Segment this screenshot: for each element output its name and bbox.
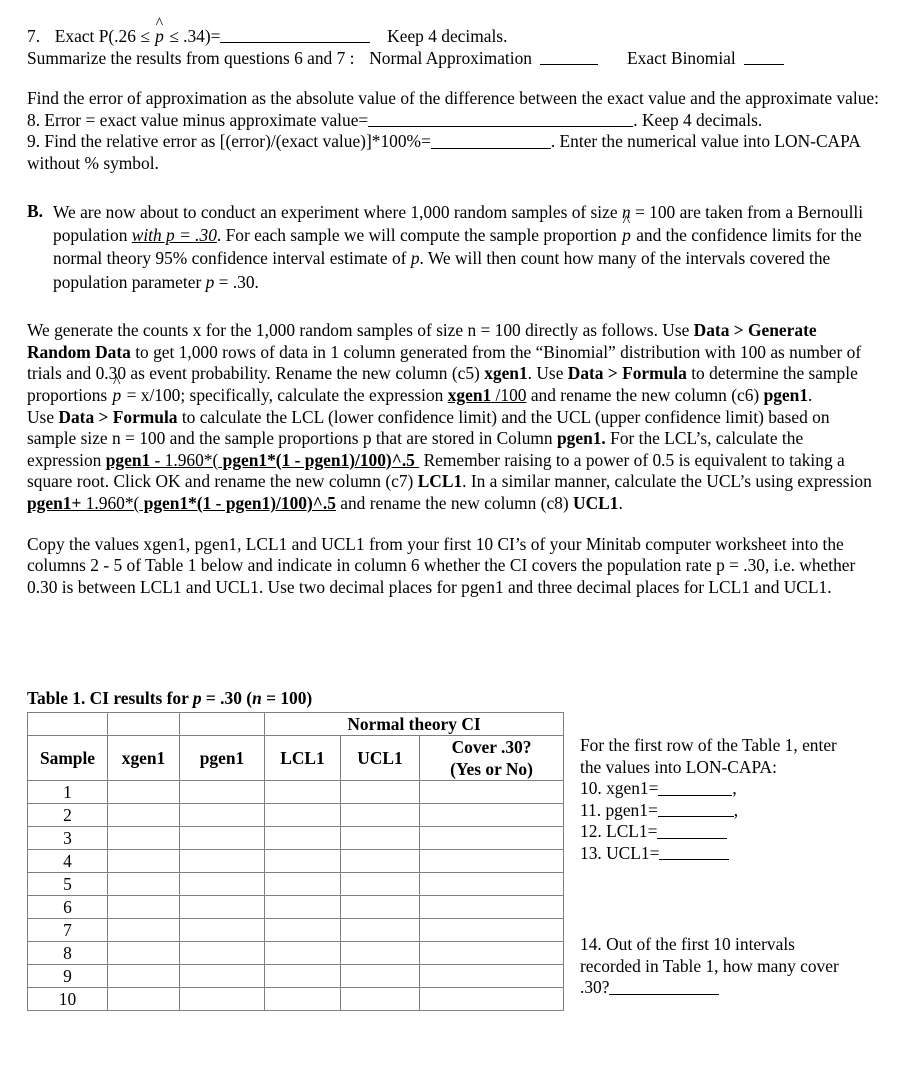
lcl-expression-part1: pgen1: [105, 449, 151, 470]
pgen1-entry-blank[interactable]: [658, 800, 734, 817]
cell-pgen1[interactable]: [180, 804, 265, 827]
row-index: 6: [28, 896, 108, 919]
minitab1-text-g: .: [808, 384, 813, 405]
section-b-text-3: . For each sample we will compute the sample proportion: [216, 224, 622, 245]
cell-pgen1[interactable]: [180, 896, 265, 919]
question-8-text-before: Error = exact value minus approximate value=: [44, 109, 369, 130]
section-b-text-1: We are now about to conduct an experiment where 1,000 random samples of size: [53, 201, 622, 222]
summarize-lead: Summarize the results from questions 6 and 7 :: [27, 47, 355, 68]
cell-ucl1[interactable]: [341, 942, 420, 965]
row-index: 9: [28, 965, 108, 988]
p-hat-symbol: ^ p: [112, 385, 123, 407]
minitab1-text-e: = x/100; specifically, calculate the expression: [122, 384, 448, 405]
error-approximation-intro: Find the error of approximation as the absolute value of the difference between the exact value and the approximate value:: [27, 88, 879, 109]
minitab1-expression-bold: xgen1: [447, 384, 492, 405]
cell-xgen1[interactable]: [108, 988, 180, 1011]
table-row: [28, 965, 564, 988]
column-header-ucl1: UCL1: [341, 736, 420, 781]
minitab1-menu-generate-random-data: Data > Generate Random Data: [27, 320, 817, 362]
cell-lcl1[interactable]: [265, 942, 341, 965]
cell-cover[interactable]: [420, 873, 564, 896]
table-caption-b: = .30 (: [201, 688, 253, 708]
cell-lcl1[interactable]: [265, 896, 341, 919]
section-b-body: [53, 201, 879, 295]
lcl1-entry-blank[interactable]: [657, 822, 727, 839]
question-7-text-before: Exact P(.26 ≤: [54, 26, 150, 46]
cell-cover[interactable]: [420, 919, 564, 942]
cell-lcl1[interactable]: [265, 850, 341, 873]
ucl-expression-part2: 1.960*(: [81, 492, 140, 513]
table-caption-c: = 100): [261, 688, 313, 708]
note-item-11: [580, 800, 900, 822]
ci-results-table-container: [27, 712, 563, 1011]
p-hat-symbol: ^ p: [621, 224, 632, 247]
header-normal-theory-ci: Normal theory CI: [265, 713, 564, 736]
cell-ucl1[interactable]: [341, 965, 420, 988]
summarize-line: [27, 48, 879, 70]
minitab2-text-f: and rename the new column (c8): [335, 492, 574, 513]
cell-ucl1[interactable]: [341, 781, 420, 804]
note-item-10: [580, 778, 900, 800]
notes-intro-line-2: the values into LON-CAPA:: [580, 756, 777, 777]
question-9: [27, 131, 879, 174]
cell-pgen1[interactable]: [180, 850, 265, 873]
section-b-text-6: = .30.: [214, 271, 259, 292]
cell-cover[interactable]: [420, 781, 564, 804]
cell-ucl1[interactable]: [341, 988, 420, 1011]
note-item-13: [580, 843, 900, 865]
cell-xgen1[interactable]: [108, 942, 180, 965]
column-header-pgen1: pgen1: [180, 736, 265, 781]
minitab2-text-c: For the LCL’s, calculate the expression: [27, 428, 804, 470]
summarize-normal-label: Normal Approximation: [369, 47, 532, 68]
question-14-prompt: .30?: [580, 977, 610, 998]
section-b-marker: B.: [27, 200, 43, 221]
question-7-text-mid: ≤ .34)=: [169, 26, 221, 46]
section-b: [27, 201, 879, 295]
cell-cover[interactable]: [420, 827, 564, 850]
cell-pgen1[interactable]: [180, 919, 265, 942]
minitab1-text-f: and rename the new column (c6): [526, 384, 764, 405]
table-row: [28, 942, 564, 965]
cell-cover[interactable]: [420, 942, 564, 965]
question-8-text-after: . Keep 4 decimals.: [633, 109, 763, 130]
question-9-answer-blank[interactable]: [431, 132, 551, 149]
table-column-header-row: [28, 736, 564, 781]
cell-cover[interactable]: [420, 988, 564, 1011]
minitab1-column-xgen1: xgen1: [484, 363, 528, 384]
minitab1-text-a: We generate the counts x for the 1,000 random samples of size n = 100 directly as follows. Use: [27, 320, 694, 341]
cell-cover[interactable]: [420, 965, 564, 988]
table-row: [28, 873, 564, 896]
cell-ucl1[interactable]: [341, 804, 420, 827]
copy-values-instructions: Copy the values xgen1, pgen1, LCL1 and UCL1 from your first 10 CI’s of your Minitab computer worksheet into the columns 2 - 5 of Table 1 below and indicate in column 6 whether the CI covers the population rate p = .30, i.e. whether 0.30 is between LCL1 and UCL1. Use two decimal places for pgen1 and three decimal places for LCL1 and UCL1.: [27, 533, 856, 597]
lon-capa-entry-notes: [580, 735, 900, 865]
minitab1-expression-plain: /100: [491, 384, 527, 405]
table-caption-p: p: [192, 688, 202, 708]
table-group-header-row: [28, 713, 564, 736]
cell-pgen1[interactable]: [180, 942, 265, 965]
row-index: 2: [28, 804, 108, 827]
cell-pgen1[interactable]: [180, 965, 265, 988]
question-14-block: [580, 934, 900, 999]
ucl1-entry-blank[interactable]: [659, 843, 729, 860]
cell-xgen1[interactable]: [108, 873, 180, 896]
note-item-12: [580, 821, 900, 843]
cell-xgen1[interactable]: [108, 827, 180, 850]
section-b-underlined-p: with p = .30: [131, 224, 217, 245]
cell-pgen1[interactable]: [180, 781, 265, 804]
ci-results-table: [27, 712, 564, 1011]
cell-ucl1[interactable]: [341, 873, 420, 896]
ucl-expression-part3: pgen1*(1 - pgen1)/100)^.5: [139, 492, 336, 513]
cell-lcl1[interactable]: [265, 804, 341, 827]
cell-xgen1[interactable]: [108, 919, 180, 942]
minitab-instructions-2: [27, 407, 879, 515]
minitab2-column-lcl1: LCL1: [417, 471, 463, 492]
question-9-text-before: Find the relative error as [(error)/(exact value)]*100%=: [44, 131, 431, 152]
column-header-cover-line1: Cover .30?: [451, 737, 532, 757]
minitab2-menu-data-formula: Data > Formula: [58, 406, 178, 427]
cell-xgen1[interactable]: [108, 965, 180, 988]
table-row: [28, 781, 564, 804]
section-b-text-4: and the confidence limits for the normal theory 95% confidence interval estimate of: [53, 224, 862, 269]
cell-pgen1[interactable]: [180, 827, 265, 850]
cell-lcl1[interactable]: [265, 965, 341, 988]
lcl-expression-part2: - 1.960*(: [150, 449, 219, 470]
notes-intro-line-1: For the first row of the Table 1, enter: [580, 735, 837, 755]
table-row: [28, 988, 564, 1011]
column-header-lcl1: LCL1: [265, 736, 341, 781]
header-blank-1: [28, 713, 108, 736]
cell-cover[interactable]: [420, 850, 564, 873]
cell-lcl1[interactable]: [265, 827, 341, 850]
cell-lcl1[interactable]: [265, 781, 341, 804]
minitab2-column-pgen1: pgen1.: [556, 428, 606, 449]
exact-binomial-blank[interactable]: [744, 48, 784, 65]
minitab1-column-pgen1: pgen1: [763, 384, 809, 405]
question-14-line-3: [580, 977, 900, 999]
note-item-13-label: 13. UCL1=: [580, 842, 660, 863]
column-header-cover-line2: (Yes or No): [450, 759, 533, 779]
p-hat-symbol: ^ p: [154, 26, 165, 48]
minitab2-text-a: Use: [27, 406, 59, 427]
row-index: 3: [28, 827, 108, 850]
table-row: [28, 919, 564, 942]
minitab2-text-g: .: [618, 492, 623, 513]
row-index: 7: [28, 919, 108, 942]
cell-ucl1[interactable]: [341, 896, 420, 919]
question-14-line-1: 14. Out of the first 10 intervals: [580, 934, 795, 954]
table-caption: [27, 688, 312, 710]
cell-xgen1[interactable]: [108, 781, 180, 804]
table-caption-n: n: [252, 688, 262, 708]
column-header-cover: [420, 736, 564, 781]
question-8-answer-blank[interactable]: [368, 110, 633, 127]
cell-xgen1[interactable]: [108, 850, 180, 873]
table-row: [28, 804, 564, 827]
section-b-p-symbol-2: p: [205, 271, 215, 292]
section-b-text-2: = 100 are taken from a Bernoulli population: [53, 201, 864, 245]
question-9-number: 9.: [27, 131, 41, 152]
minitab2-column-ucl1: UCL1: [573, 492, 619, 513]
cell-cover[interactable]: [420, 804, 564, 827]
question-14-answer-blank[interactable]: [609, 978, 719, 995]
cell-pgen1[interactable]: [180, 873, 265, 896]
cell-ucl1[interactable]: [341, 919, 420, 942]
cell-cover[interactable]: [420, 896, 564, 919]
note-item-11-label: 11. pgen1=: [580, 799, 658, 820]
column-header-xgen1: xgen1: [108, 736, 180, 781]
question-9-text-after: . Enter the numerical value into LON-CAPA without % symbol.: [27, 131, 860, 173]
row-index: 4: [28, 850, 108, 873]
cell-lcl1[interactable]: [265, 919, 341, 942]
cell-lcl1[interactable]: [265, 873, 341, 896]
table-row: [28, 896, 564, 919]
ci-results-table-body: [28, 781, 564, 1011]
lcl-expression-part3: pgen1*(1 - pgen1)/100)^.5: [218, 449, 415, 470]
cell-xgen1[interactable]: [108, 804, 180, 827]
section-b-p-symbol: p: [410, 248, 420, 269]
document-body: [27, 26, 879, 598]
minitab1-menu-data-formula: Data > Formula: [567, 363, 687, 384]
section-b-paragraph: [53, 201, 879, 295]
question-8: [27, 110, 879, 132]
summarize-exact-label: Exact Binomial: [627, 47, 736, 68]
table-row: [28, 827, 564, 850]
cell-xgen1[interactable]: [108, 896, 180, 919]
header-blank-3: [180, 713, 265, 736]
minitab2-text-b: to calculate the LCL (lower confidence limit) and the UCL (upper confidence limit) based on sample size n = 100 and the sample proportions p that are stored in Column: [27, 406, 830, 449]
section-b-text-5: . We will then count how many of the intervals covered the population parameter: [53, 248, 831, 292]
xgen1-entry-blank[interactable]: [658, 779, 732, 796]
question-7-number: 7.: [27, 26, 41, 46]
minitab1-text-d: to determine the sample proportions: [27, 363, 858, 405]
section-b-n-symbol: n: [621, 201, 631, 222]
minitab-instructions-1: [27, 320, 879, 406]
note-item-12-label: 12. LCL1=: [580, 821, 658, 842]
row-index: 10: [28, 988, 108, 1011]
row-index: 5: [28, 873, 108, 896]
table-row: [28, 850, 564, 873]
question-7-answer-blank[interactable]: [220, 26, 370, 43]
cell-lcl1[interactable]: [265, 988, 341, 1011]
minitab1-text-b: to get 1,000 rows of data in 1 column generated from the “Binomial” distribution with 100 as number of trials and 0.30 as event probability. Rename the new column (c5): [27, 341, 862, 384]
minitab1-text-c: . Use: [527, 363, 568, 384]
note-item-10-label: 10. xgen1=: [580, 778, 659, 799]
ucl-expression-part1: pgen1+: [27, 492, 82, 513]
question-14-line-2: recorded in Table 1, how many cover: [580, 955, 839, 976]
cell-ucl1[interactable]: [341, 827, 420, 850]
minitab2-text-e: . In a similar manner, calculate the UCL’s using expression: [462, 471, 872, 492]
note-item-10-trailing: ,: [732, 778, 737, 799]
table-caption-a: Table 1. CI results for: [27, 688, 193, 708]
question-7: [27, 26, 879, 48]
cell-pgen1[interactable]: [180, 988, 265, 1011]
question-8-number: 8.: [27, 109, 41, 130]
header-blank-2: [108, 713, 180, 736]
column-header-sample: Sample: [28, 736, 108, 781]
row-index: 1: [28, 781, 108, 804]
question-7-text-after: Keep 4 decimals.: [387, 26, 508, 46]
normal-approximation-blank[interactable]: [540, 48, 598, 65]
note-item-11-trailing: ,: [733, 799, 739, 820]
minitab2-text-d: Remember raising to a power of 0.5 is equivalent to taking a square root. Click OK and rename the new column (c7): [27, 449, 845, 492]
row-index: 8: [28, 942, 108, 965]
cell-ucl1[interactable]: [341, 850, 420, 873]
